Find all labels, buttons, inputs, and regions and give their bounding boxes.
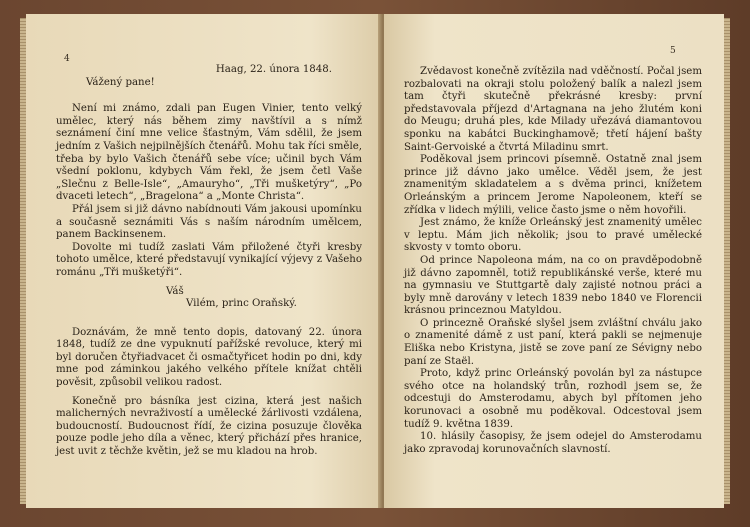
- paragraph: O princezně Oraňské slyšel jsem zvláštní chválu jako o znamenité dámě z ust paní, která pakli se nejmenuje Eliška nebo Kristyna, jistě se zove paní ze Sévigny nebo paní ze Staël.: [404, 317, 702, 367]
- paragraph: Zvědavost konečně zvítězila nad vděčností. Počal jsem rozbalovati na okraji stolu položený balík a nalezl jsem tam čtyři skutečně překrásné kresby: první představovala příjezd d'Artagnana na jeho žlutém koni do Meugu; druhá ples, kde Milady uřezává diamantovou sponku na kabátci Buckinghamově; třetí hájení bašty Saint-Gervoiské a čtvrtá Miladinu smrt.: [404, 66, 702, 153]
- paragraph: Není mi známo, zdali pan Eugen Vinier, tento velký umělec, který nás během zimy navštívil a s nímž seznámení činí mne velice šťastným, Vám sdělil, že jsem jedním z Vašich nejpilnějších čtenářů. Mohu tak říci směle, třeba by bylo Vašich čtenářů sebe více; učinil bych Vám všední poklonu, kdybych Vám řekl, že jsem četl Vaše „Slečnu z Belle-Isle“, „Amauryho“, „Tři mušketýry“, „Po dvaceti letech“, „Bragelona“ a „Monte Christa“.: [56, 103, 362, 203]
- paragraph: Dovolte mi tudíž zaslati Vám přiložené čtyři kresby tohoto umělce, které představují vynikající výjevy z Vašeho románu „Tři mušketýři“.: [56, 241, 362, 278]
- signature-closing: Váš: [166, 285, 184, 297]
- paragraph: Jest známo, že kníže Orleánský jest znamenitý umělec v leptu. Mám jich několik; jsou to pravé umělecké skvosty v tomto oboru.: [404, 217, 702, 254]
- paragraph: Doznávám, že mně tento dopis, datovaný 22. února 1848, tudíž ze dne vypuknutí pařížské revoluce, který mi byl doručen čtyřiadvacet či osmačtyřicet hodin po dni, kdy mne pod záminkou jakého velkého přítele knížat chtěli pověsit, způsobil velikou radost.: [56, 326, 362, 389]
- left-page: [26, 14, 382, 508]
- page-number-left: 4: [64, 54, 70, 64]
- signature-name: Vilém, princ Oraňský.: [186, 298, 297, 310]
- letter-dateline: Haag, 22. února 1848.: [215, 64, 332, 75]
- page-number-right: 5: [670, 46, 676, 56]
- paragraph: Poděkoval jsem princovi písemně. Ostatně znal jsem prince již dávno jako umělce. Věděl jsem, že jest znamenitým skladatelem a s dvěma princi, knížetem Orleánským a princem Jerome Napoleonem, kteří se zřídka v lidech mýlili, velice často jsme o něm hovořili.: [404, 154, 702, 216]
- paragraph: Konečně pro básníka jest cizina, která jest našich malicherných nevraživostí a umělecké žárlivosti vzdálena, budoucností. Budoucnost řídí, že cizina posuzuje člověka pouze podle jeho díla a věnec, který přichází přes hranice, jest uvit z těchže květin, jež se mu kladou na hrob.: [56, 395, 362, 458]
- letter-greeting: Vážený pane!: [86, 76, 155, 88]
- paragraph: Proto, když princ Orleánský povolán byl za nástupce svého otce na holandský trůn, rozhodl jsem se, že odcestuji do Amsterodamu, abych byl přítomen jeho korunovaci a osobně mu poděkoval. Odcestoval jsem tudíž 9. května 1839.: [404, 368, 702, 430]
- right-page: [384, 14, 724, 508]
- paragraph: Přál jsem si již dávno nabídnouti Vám jakousi upomínku a současně seznámiti Vás s naším národním umělcem, panem Backinsenem.: [56, 203, 362, 241]
- paragraph: Od prince Napoleona mám, na co on pravděpodobně již dávno zapomněl, totiž republikánské verše, které mu na gymnasiu ve Stuttgartě daly zajisté notnou práci a byly mně darovány v letech 1839 nebo 1840 ve Florencii krásnou princeznou Matyldou.: [404, 254, 702, 317]
- paragraph: 10. hlásily časopisy, že jsem odejel do Amsterodamu jako zpravodaj korunovačních slavností.: [404, 431, 702, 455]
